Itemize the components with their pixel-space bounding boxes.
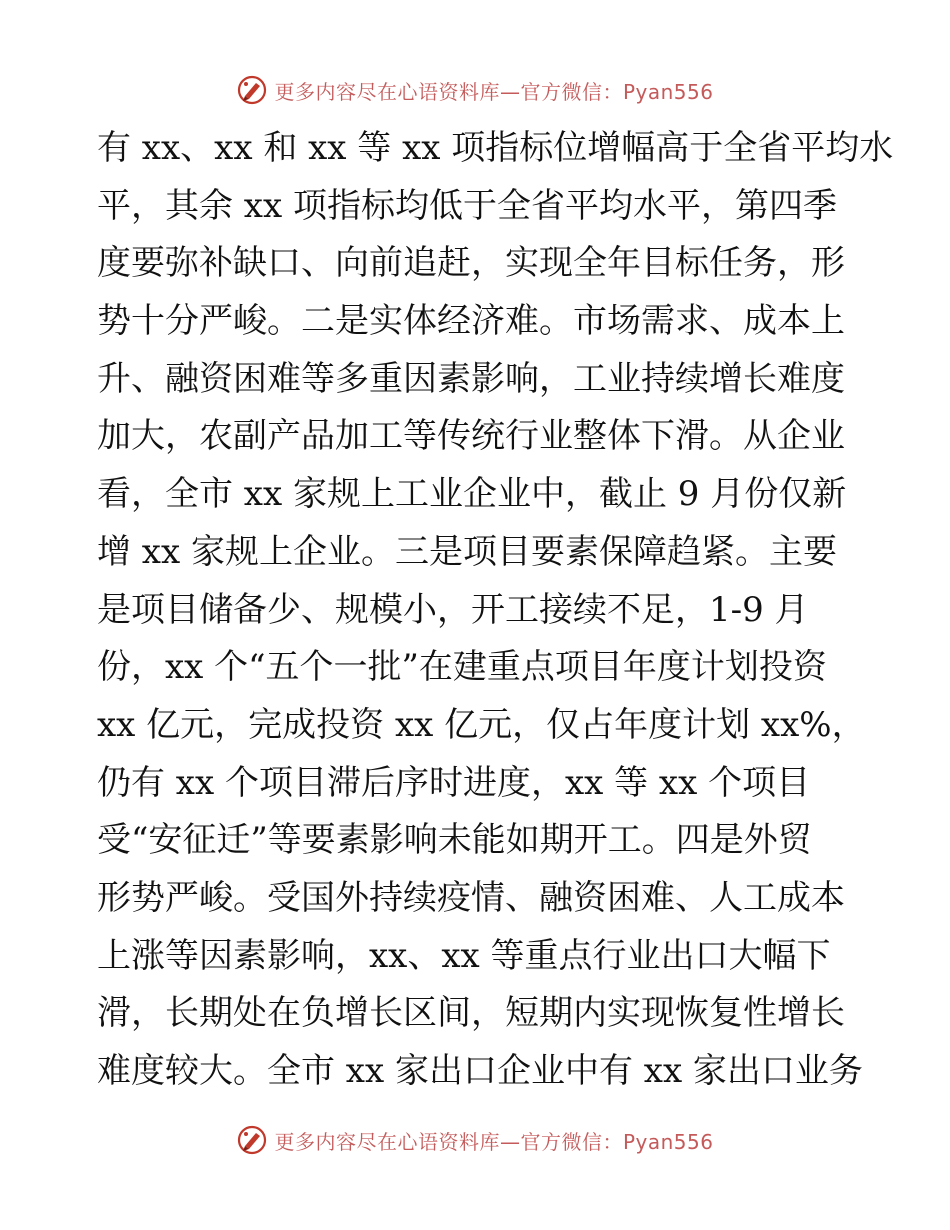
- body-line: xx 亿元，完成投资 xx 亿元，仅占年度计划 xx%，: [97, 704, 866, 745]
- body-line: 加大，农副产品加工等传统行业整体下滑。从企业: [97, 416, 845, 457]
- red-circle-pen-icon: [236, 1124, 268, 1156]
- body-line: 难度较大。全市 xx 家出口企业中有 xx 家出口业务: [97, 1051, 863, 1091]
- body-line: 有 xx、xx 和 xx 等 xx 项指标位增幅高于全省平均水: [97, 128, 894, 168]
- body-line: 受“安征迁”等要素影响未能如期开工。四是外贸: [97, 820, 812, 861]
- body-line: 升、融资困难等多重因素影响，工业持续增长难度: [97, 358, 845, 399]
- header-banner: [0, 70, 950, 110]
- footer-banner: [0, 1120, 950, 1160]
- document-body: [97, 120, 894, 1101]
- body-line: 势十分严峻。二是实体经济难。市场需求、成本上: [97, 301, 845, 342]
- body-line: 滑，长期处在负增长区间，短期内实现恢复性增长: [97, 993, 845, 1034]
- body-line: 份，xx 个“五个一批”在建重点项目年度计划投资: [97, 647, 827, 688]
- body-line: 平，其余 xx 项指标均低于全省平均水平，第四季: [97, 185, 837, 226]
- footer-banner-text: 更多内容尽在心语资料库—官方微信：Pyan556: [274, 1129, 714, 1154]
- body-line: 看，全市 xx 家规上工业企业中，截止 9 月份仅新: [97, 474, 847, 515]
- body-line: 是项目储备少、规模小，开工接续不足，1-9 月: [97, 589, 809, 630]
- red-circle-pen-icon: [236, 74, 268, 106]
- body-line: 上涨等因素影响，xx、xx 等重点行业出口大幅下: [97, 935, 831, 976]
- header-banner-text: 更多内容尽在心语资料库—官方微信：Pyan556: [274, 79, 714, 104]
- body-line: 仍有 xx 个项目滞后序时进度，xx 等 xx 个项目: [97, 762, 811, 803]
- body-line: 增 xx 家规上企业。三是项目要素保障趋紧。主要: [97, 531, 837, 572]
- body-line: 度要弥补缺口、向前追赶，实现全年目标任务，形: [97, 243, 845, 284]
- body-line: 形势严峻。受国外持续疫情、融资困难、人工成本: [97, 877, 845, 918]
